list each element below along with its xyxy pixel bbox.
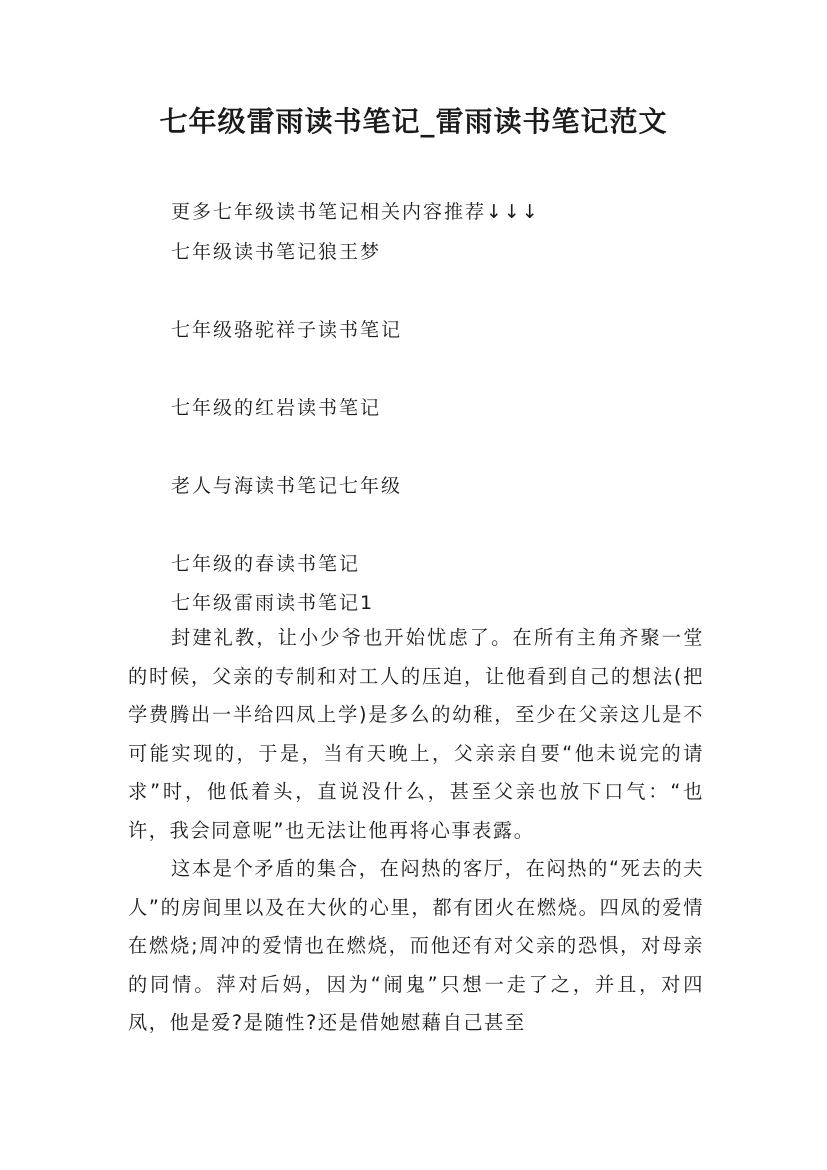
- document-title: 七年级雷雨读书笔记_雷雨读书笔记范文: [159, 105, 668, 138]
- recommend-heading: 更多七年级读书笔记相关内容推荐↓↓↓: [171, 201, 540, 223]
- section-heading: 七年级雷雨读书笔记1: [171, 592, 375, 614]
- paragraph-2: 这本是个矛盾的集合，在闷热的客厅，在闷热的“死去的夫人”的房间里以及在大伙的心里，都有团火在燃烧。四凤的爱情在燃烧;周冲的爱情也在燃烧，而他还有对父亲的恐惧，对母亲的同情。萍对后妈，因为“闹鬼”只想一走了之，并且，对四凤，他是爱?是随性?还是借她慰藉自己甚至: [128, 857, 704, 1034]
- related-link-langwangmeng[interactable]: 七年级读书笔记狼王梦: [171, 241, 382, 263]
- paragraph-1: 封建礼教，让小少爷也开始忧虑了。在所有主角齐聚一堂的时候，父亲的专制和对工人的压迫，让他看到自己的想法(把学费腾出一半给四凤上学)是多么的幼稚，至少在父亲这儿是不可能实现的，于是，当有天晚上，父亲亲自要“他未说完的请求”时，他低着头，直说没什么，甚至父亲也放下口气：“也许，我会同意呢”也无法让他再将心事表露。: [128, 626, 704, 842]
- related-link-laorenyuhai[interactable]: 老人与海读书笔记七年级: [171, 475, 403, 497]
- related-link-luotuoxiangzi[interactable]: 七年级骆驼祥子读书笔记: [171, 319, 403, 341]
- related-link-chun[interactable]: 七年级的春读书笔记: [171, 553, 361, 575]
- related-link-hongyan[interactable]: 七年级的红岩读书笔记: [171, 397, 382, 419]
